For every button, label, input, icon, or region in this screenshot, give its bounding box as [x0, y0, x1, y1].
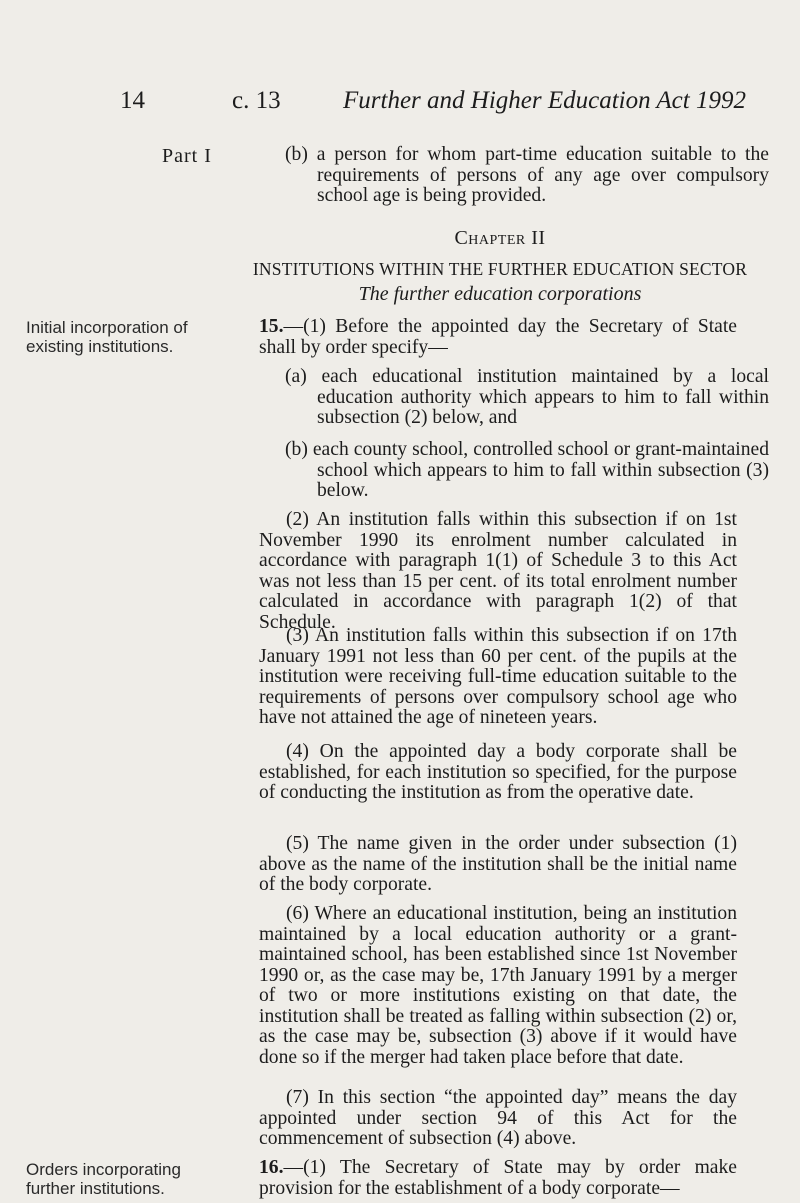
section-15-intro	[259, 317, 737, 358]
section-16-intro-text: —(1) The Secretary of State may by order make provision for the establishment of a body corporate—	[259, 1157, 737, 1199]
page-number: 14	[120, 87, 145, 114]
part-label: Part I	[162, 145, 212, 167]
chapter-subheading: INSTITUTIONS WITHIN THE FURTHER EDUCATION SECTOR	[252, 259, 748, 279]
margin-note-section-15: Initial incorporation of existing institutions.	[26, 318, 188, 356]
section-15-intro-text: —(1) Before the appointed day the Secretary of State shall by order specify—	[259, 316, 737, 358]
section-15-subsection-7: (7) In this section “the appointed day” means the day appointed under section 94 of this Act for the commencement of subsection (4) above.	[259, 1087, 737, 1149]
corporations-heading: The further education corporations	[358, 283, 642, 305]
section-15-subsection-3: (3) An institution falls within this subsection if on 17th January 1991 not less than 60 per cent. of the pupils at the institution were receiving full-time education suitable to the requirements of persons over compulsory school age who have not attained the age of nineteen years.	[259, 625, 737, 728]
section-15-subsection-2: (2) An institution falls within this subsection if on 1st November 1990 its enrolment number calculated in accordance with paragraph 1(1) of Schedule 3 to this Act was not less than 15 per cent. of its total enrolment number calculated in accordance with paragraph 1(2) of that Schedule.	[259, 509, 737, 633]
chapter-heading: Chapter II	[454, 227, 546, 249]
section-16-number: 16.	[259, 1157, 284, 1178]
preceding-paragraph-b: (b) a person for whom part-time education suitable to the requirements of persons of any age over compulsory school age is being provided.	[285, 144, 769, 206]
section-15-para-b: (b) each county school, controlled school or grant-maintained school which appears to him to fall within subsection (3) below.	[285, 439, 769, 501]
section-15-subsection-4: (4) On the appointed day a body corporate shall be established, for each institution so specified, for the purpose of conducting the institution as from the operative date.	[259, 741, 737, 803]
section-15-subsection-5: (5) The name given in the order under subsection (1) above as the name of the institution shall be the initial name of the body corporate.	[259, 833, 737, 895]
chapter-citation: c. 13	[232, 87, 281, 114]
section-15-para-a: (a) each educational institution maintained by a local education authority which appears to him to fall within subsection (2) below, and	[285, 366, 769, 428]
section-15-number: 15.	[259, 316, 284, 337]
section-16-intro	[259, 1158, 737, 1199]
section-15-subsection-6: (6) Where an educational institution, being an institution maintained by a local education authority or a grant-maintained school, has been established since 1st November 1990 or, as the case may be, 17th January 1991 by a merger of two or more institutions existing on that date, the institution shall be treated as falling within subsection (2) or, as the case may be, subsection (3) above if it would have done so if the merger had taken place before that date.	[259, 903, 737, 1068]
margin-note-section-16: Orders incorporating further institutions.	[26, 1160, 181, 1198]
running-header-title: Further and Higher Education Act 1992	[343, 87, 746, 114]
